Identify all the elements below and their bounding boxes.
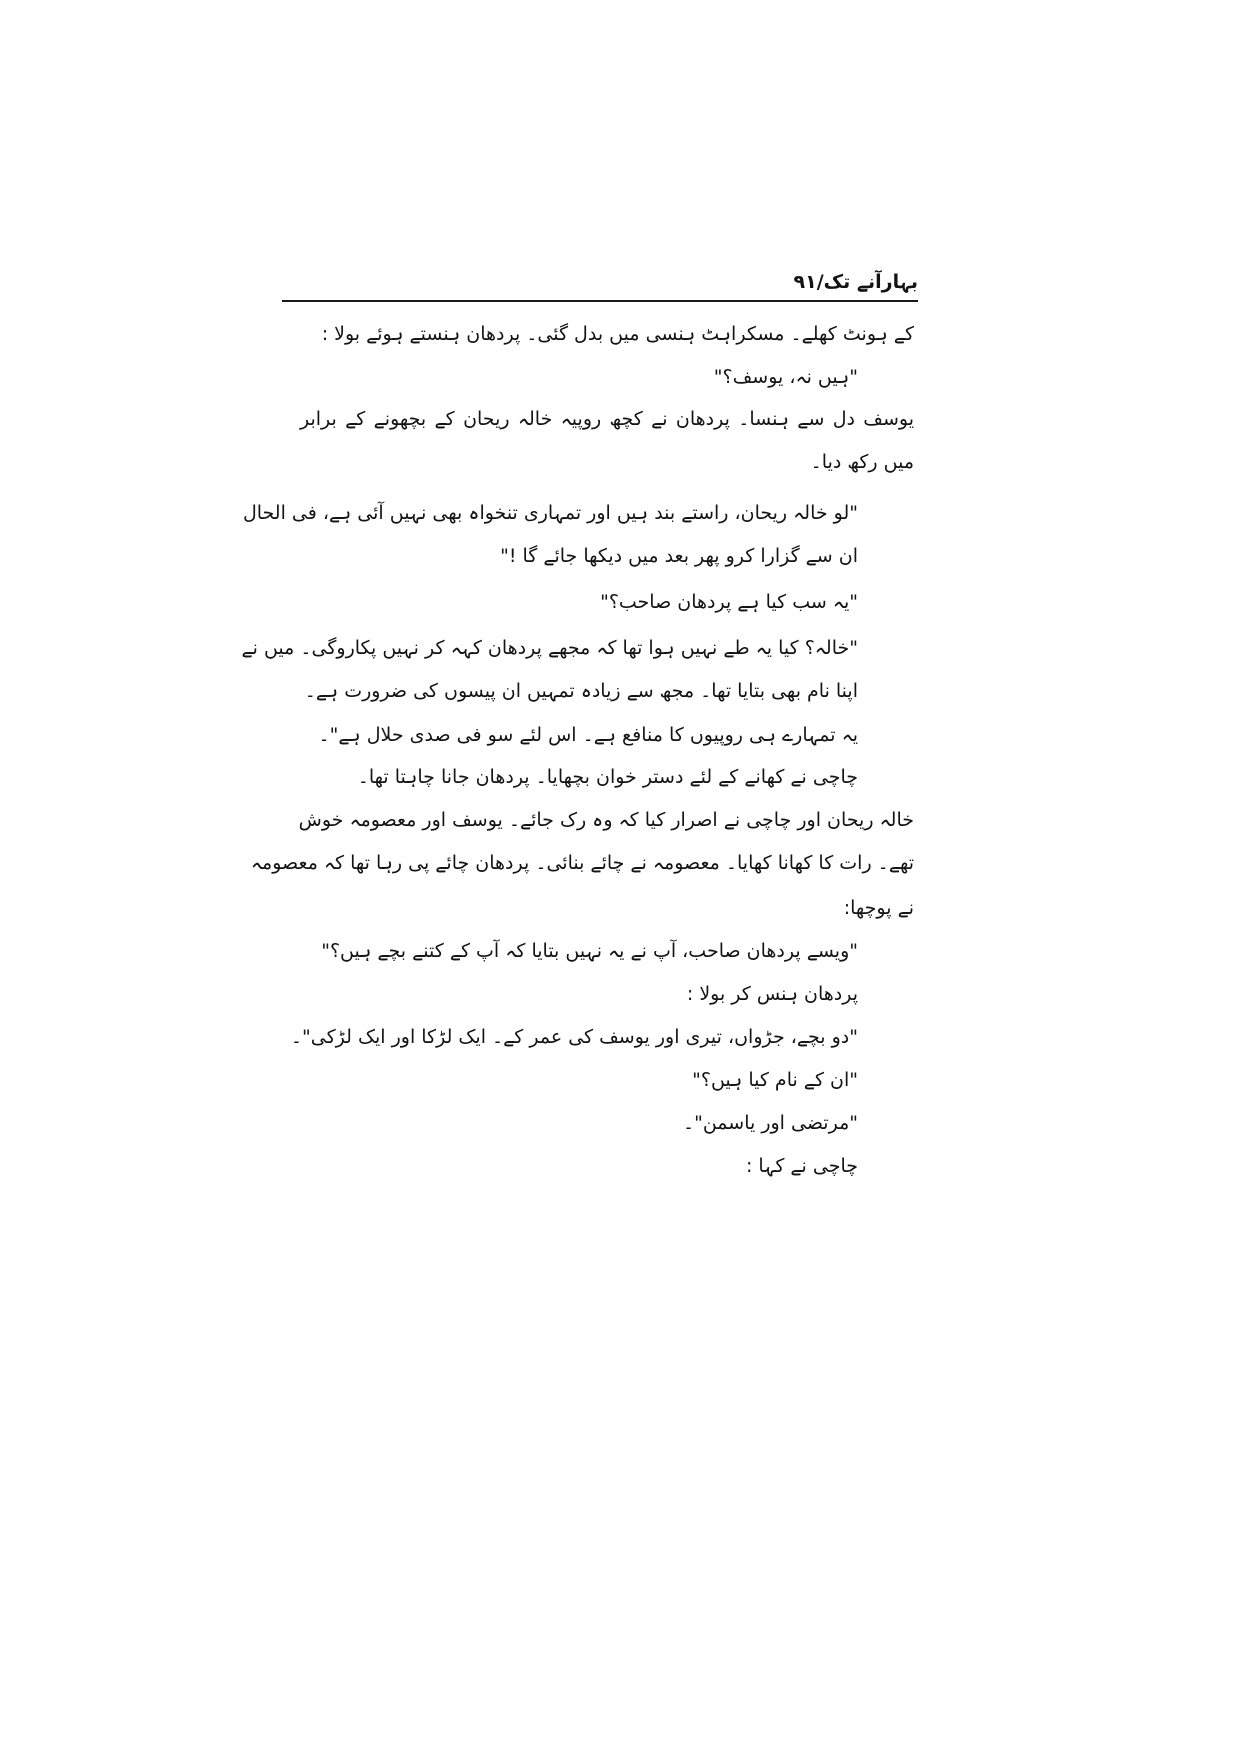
- text-line: پردھان ہنس کر بولا :: [686, 983, 858, 1005]
- text-line: اپنا نام بھی بتایا تھا۔ مجھ سے زیادہ تمہیں ان پیسوں کی ضرورت ہے۔: [304, 680, 858, 702]
- text-line: "لو خالہ ریحان، راستے بند ہیں اور تمہاری تنخواہ بھی نہیں آئی ہے، فی الحال: [242, 502, 858, 524]
- text-line: یہ تمہارے ہی روپیوں کا منافع ہے۔ اس لئے سو فی صدی حلال ہے"۔: [318, 724, 858, 746]
- text-line: چاچی نے کہا :: [745, 1155, 858, 1177]
- running-title: بہارآنے تک/۹۱: [793, 271, 918, 293]
- text-line: "ہیں نہ، یوسف؟": [713, 366, 858, 388]
- text-line: "مرتضی اور یاسمن"۔: [682, 1112, 858, 1134]
- text-line: "یہ سب کیا ہے پردھان صاحب؟": [600, 591, 858, 613]
- text-line: میں رکھ دیا۔: [810, 451, 914, 473]
- text-line: کے ہونٹ کھلے۔ مسکراہٹ ہنسی میں بدل گئی۔ پردھان ہنستے ہوئے بولا :: [321, 323, 914, 345]
- text-line: چاچی نے کھانے کے لئے دستر خوان بچھایا۔ پردھان جانا چاہتا تھا۔: [357, 766, 858, 788]
- text-line: "دو بچے، جڑواں، تیری اور یوسف کی عمر کے۔ ایک لڑکا اور ایک لڑکی"۔: [290, 1026, 858, 1048]
- text-line: خالہ ریحان اور چاچی نے اصرار کیا کہ وہ رک جائے۔ یوسف اور معصومہ خوش: [298, 809, 914, 831]
- text-line: نے پوچھا:: [843, 897, 914, 919]
- page-header: [282, 270, 918, 302]
- text-line: تھے۔ رات کا کھانا کھایا۔ معصومہ نے چائے بنائی۔ پردھان چائے پی رہا تھا کہ معصومہ: [250, 852, 914, 874]
- text-line: یوسف دل سے ہنسا۔ پردھان نے کچھ روپیہ خالہ ریحان کے بچھونے کے برابر: [300, 408, 914, 430]
- text-line: "خالہ؟ کیا یہ طے نہیں ہوا تھا کہ مجھے پردھان کہہ کر نہیں پکاروگی۔ میں نے: [241, 637, 858, 659]
- text-line: ان سے گزارا کرو پھر بعد میں دیکھا جائے گا !": [500, 545, 858, 567]
- text-line: "ویسے پردھان صاحب، آپ نے یہ نہیں بتایا کہ آپ کے کتنے بچے ہیں؟": [321, 940, 858, 962]
- text-line: "ان کے نام کیا ہیں؟": [692, 1069, 858, 1091]
